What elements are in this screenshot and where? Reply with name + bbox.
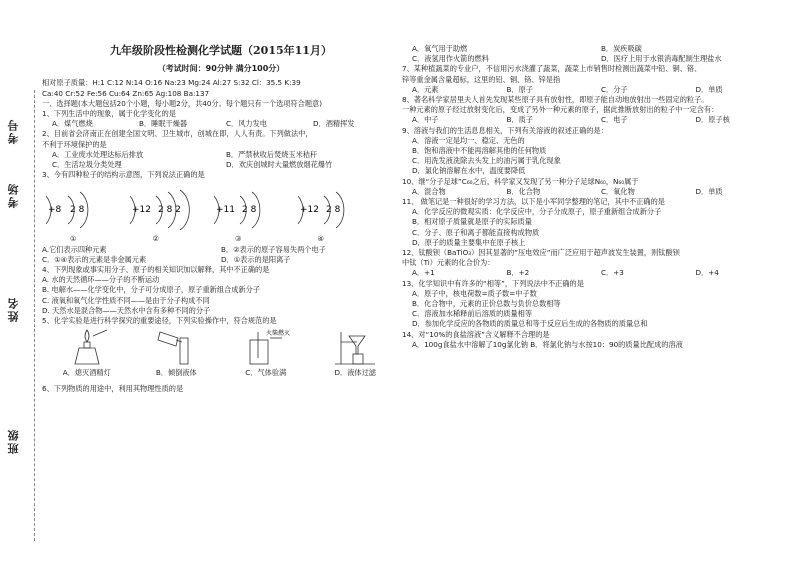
option: A．+1 <box>412 268 435 278</box>
option: B．炭疾吸碳 <box>601 44 642 53</box>
option: A．化学反应的微观实质：化学反应中，分子分成原子，原子重新组合成新分子 <box>412 207 662 217</box>
exam-subtitle: （考试时间：90分钟 满分100分） <box>157 64 285 74</box>
nucleus-charge: +11 <box>216 205 235 216</box>
option: B．+2 <box>506 268 530 278</box>
atom-structure-diagram <box>214 186 290 230</box>
option: D．+4 <box>695 268 719 278</box>
option: B．化合物中，元素的正价总数与负价总数相等 <box>412 299 561 309</box>
option: C．氧化物 <box>601 186 635 196</box>
name-label: 姓名 <box>7 296 20 322</box>
question-14: 14、对“10%的食盐溶液”含义解释不合理的是 <box>402 329 550 339</box>
option: B．质子 <box>506 115 533 125</box>
option: D．①表示的是阳离子 <box>221 254 291 264</box>
option: D．参加化学反应的各物质的质量总和等于反应后生成的各物质的质量总和 <box>412 319 648 329</box>
question-3: 3、今有四种粒子的结构示意图，下列说法正确的是 <box>42 170 205 180</box>
pour-liquid-diagram <box>146 328 206 366</box>
question-10: 10、继“分子足球”C₆₀之后，科学家又发现了另一种分子足球N₆₀，N₆₀属于 <box>402 176 639 186</box>
question-6-options <box>402 44 790 54</box>
atom-label: ③ <box>235 234 242 244</box>
cut-line <box>34 90 35 541</box>
option: D．欢庆创城时大量燃放烟花爆竹 <box>226 160 333 170</box>
left-column <box>42 0 400 395</box>
section-heading: 一、选择题(本大题包括20个小题，每小题2分，共40分。每个题只有一个选项符合题意) <box>42 98 323 108</box>
electron-shells: 2 8 2 <box>158 205 181 216</box>
option: D．单质 <box>695 84 723 94</box>
option: B．原子 <box>506 84 533 94</box>
question-2-cont: 不利于环境保护的是 <box>42 139 107 149</box>
option: B．倾倒液体 <box>155 368 197 378</box>
option: A．溶液一定是均一、稳定、无色的 <box>412 135 525 145</box>
option: C. 液氧和氧气化学性质不同——是由于分子构成不同 <box>42 295 210 305</box>
alcohol-lamp-diagram <box>57 328 117 366</box>
atom-label: ④ <box>317 234 324 244</box>
lab-diagrams <box>42 328 400 366</box>
atomic-mass-line: Ca:40 Cr:52 Fe:56 Cu:64 Zn:65 Ag:108 Ba:137 <box>42 88 210 98</box>
option: A．100g食盐水中溶解了10g氯化钠 B．将氯化钠与水按10：90的质量比配成的溶液 <box>412 339 683 349</box>
question-7-cont: 锌等重金属含量超标，这里的铅、铜、铬、锌是指 <box>402 74 561 84</box>
option: D．原子核 <box>695 115 730 125</box>
option: C．生活垃圾分类处理 <box>52 160 122 170</box>
option: B．相对原子质量就是原子的实际质量 <box>412 217 532 227</box>
option: A．中子 <box>412 115 439 125</box>
question-8-options <box>402 115 790 125</box>
atom-diagrams <box>46 186 400 230</box>
question-11: 11、 做笔记是一种很好的学习方法，以下是小军同学整理的笔记，其中不正确的是 <box>402 197 665 207</box>
option: B．化合物 <box>506 186 541 196</box>
question-2-options <box>42 150 400 160</box>
question-3-options <box>42 245 400 255</box>
exam-room-label: 考场 <box>7 182 20 208</box>
binding-margin <box>0 0 46 561</box>
option: D．原子的质量主要集中在原子核上 <box>412 237 526 247</box>
option: B. 电解水——化学变化中，分子可分成原子，原子重新组合成新分子 <box>42 285 260 295</box>
electron-shells: 2 8 <box>70 205 85 216</box>
question-7: 7、某种植蔬菜的专业户，不信用污水浇灌了蔬菜，蔬菜上市销售时检测出蔬菜中铅、铜、铬、 <box>402 64 702 74</box>
question-12-options <box>402 268 790 278</box>
option: C．溶液加水稀释前后溶质的质量相等 <box>412 309 533 319</box>
option: A.它们表示四种元素 <box>42 244 107 254</box>
right-column <box>402 44 790 350</box>
electron-shells: 2 8 <box>326 205 341 216</box>
question-5-options <box>42 368 400 378</box>
atom-label: ② <box>152 234 159 244</box>
option: A．元素 <box>412 84 439 94</box>
question-13: 13、化学知识中有许多的“相等”，下列说法中不正确的是 <box>402 278 584 288</box>
option: D．酒精挥发 <box>313 119 355 129</box>
option: B．睡眠干燥器 <box>139 119 188 129</box>
option: C．①④表示的元素是非金属元素 <box>42 254 147 264</box>
nucleus-charge: +12 <box>300 205 319 216</box>
option: A．熄灭酒精灯 <box>62 368 111 378</box>
option: A．混合物 <box>412 186 446 196</box>
option: A．原子中，核电荷数=质子数=中子数 <box>412 288 537 298</box>
question-2-options <box>42 160 400 170</box>
nucleus-charge: +8 <box>48 205 62 216</box>
atom-labels <box>42 234 400 244</box>
filtration-diagram <box>325 328 385 366</box>
option: A．工业废水处理达标后排放 <box>52 149 144 159</box>
option: D．液体过滤 <box>334 368 376 378</box>
exam-number-label: 考号 <box>7 118 20 144</box>
option: D．氯化钠溶解在水中，温度要降低 <box>412 166 526 176</box>
atom-structure-diagram <box>298 186 374 230</box>
class-label: 班级 <box>7 428 20 454</box>
question-3-options <box>42 255 400 265</box>
option: A．煤气燃烧 <box>52 119 93 129</box>
option: C．+3 <box>601 268 624 278</box>
option: D. 天然水是混合物——天然水中含有多种不同的分子 <box>42 305 211 315</box>
question-9: 9、溶液与我们的生活息息相关，下列有关溶液的叙述正确的是： <box>402 125 608 135</box>
atom-label: ① <box>70 234 77 244</box>
option: D．单质 <box>695 186 723 196</box>
option: D．医疗上用于水银消毒配制生理盐水 <box>601 54 722 64</box>
electron-shells: 2 8 <box>242 205 257 216</box>
atom-structure-diagram <box>130 186 206 230</box>
atom-structure-diagram <box>46 186 122 230</box>
option: B．②表示的原子容易失两个电子 <box>221 244 326 254</box>
exam-title: 九年级阶段性检测化学试题（2015年11月） <box>110 44 332 57</box>
option: A. 水的天然循环——分子的不断运动 <box>42 275 160 285</box>
question-8-cont: 一种元素的原子经过放射变化后，变成了另外一种元素的原子，据此推断放射出的粒子中一定含有： <box>402 105 719 115</box>
option: C．气体验满 <box>245 368 287 378</box>
question-6-options <box>402 54 790 64</box>
option: C．用洗发液洗除去头发上的油污属于乳化现象 <box>412 156 561 166</box>
option: B．饱和溶液中不能再溶解其他的任何物质 <box>412 146 547 156</box>
option: B．严禁秋收后焚烧玉米秸秆 <box>226 149 318 159</box>
question-10-options <box>402 187 790 197</box>
option: C．分子 <box>601 84 628 94</box>
question-12: 12、钛酸钡（BaTiO₃）因其显著的“压电效应”而广泛应用于超声波发生装置，则钛酸钡 <box>402 248 680 258</box>
question-6: 6、下列物质的用途中，利用其物理性质的是 <box>42 384 184 394</box>
match-note: 火柴燃灭 <box>265 330 290 338</box>
option: A．氧气用于助燃 <box>412 44 468 53</box>
gas-test-diagram <box>236 328 296 366</box>
question-12-cont: 中钛（Ti）元素的化合价为： <box>402 258 495 268</box>
question-1-options <box>42 119 400 129</box>
question-8: 8、著名科学家居里夫人首先发现某些原子具有放射性，即原子能自动地放射出一些固定的粒子。 <box>402 95 709 105</box>
nucleus-charge: +12 <box>132 205 151 216</box>
option: C．风力发电 <box>226 119 267 129</box>
question-4: 4、下列现象或事实用分子、原子的相关知识加以解释，其中不正确的是 <box>42 265 270 275</box>
atomic-mass-line: 相对原子质量：H:1 C:12 N:14 O:16 Na:23 Mg:24 Al:27 S:32 Cl：35.5 K:39 <box>42 78 301 88</box>
question-7-options <box>402 85 790 95</box>
question-1: 1、下列生活中的现象，属于化学变化的是 <box>42 109 176 119</box>
option: C．液氢用作火箭的燃料 <box>412 54 489 64</box>
question-2: 2、目前省会济南正在创建全国文明、卫生城市，创城在即，人人有责。下列做法中， <box>42 129 313 139</box>
question-5: 5、化学实验是进行科学探究的重要途径，下列实验操作中，符合规范的是 <box>42 316 277 326</box>
option: C．电子 <box>601 115 628 125</box>
option: C．分子、原子和离子都能直接构成物质 <box>412 227 540 237</box>
